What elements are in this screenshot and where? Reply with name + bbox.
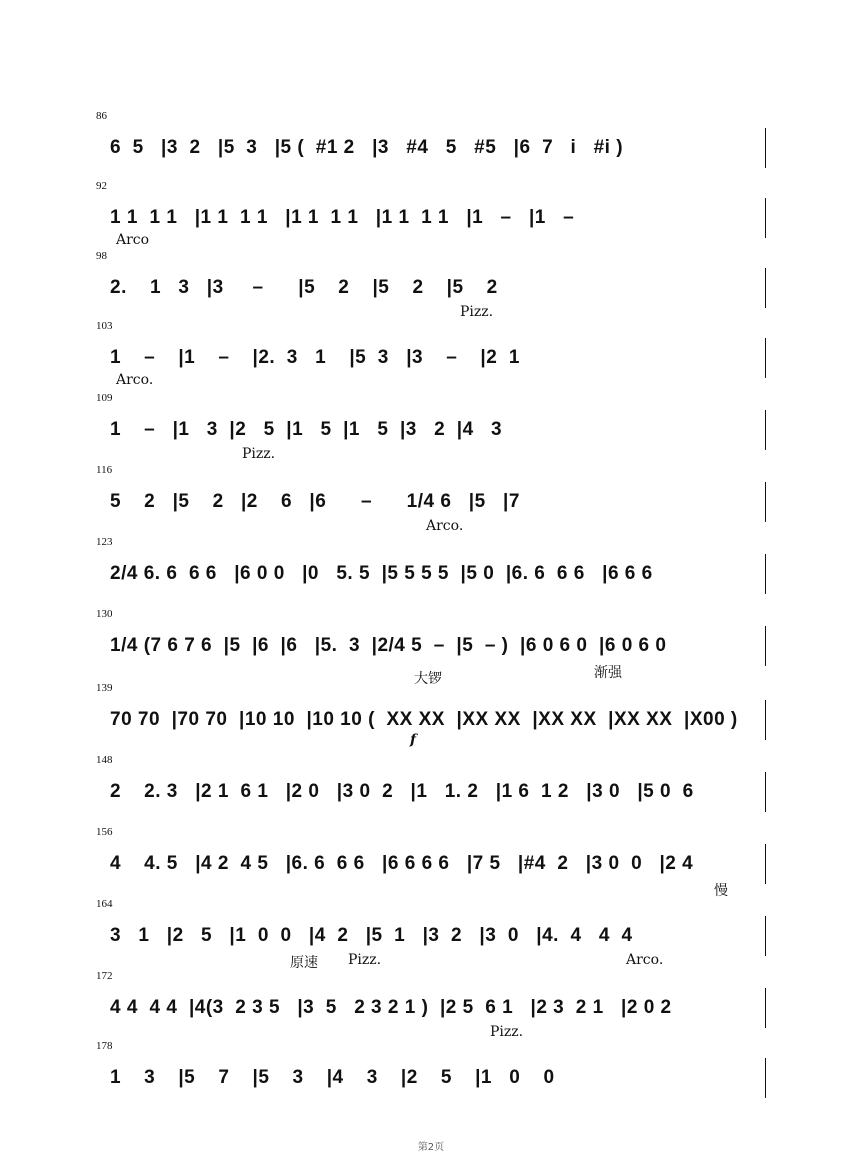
measure-number: 92 (96, 180, 107, 192)
notation-line: 1 – |1 – |2. 3 1 |5 3 |3 – |2 1 (110, 347, 520, 368)
end-barline (765, 1058, 766, 1098)
annotation: 慢 (714, 883, 728, 899)
end-barline (765, 700, 766, 740)
measure-number: 98 (96, 250, 107, 262)
annotation: Pizz. (490, 1024, 524, 1040)
end-barline (765, 338, 766, 378)
annotation: f (410, 732, 417, 748)
end-barline (765, 268, 766, 308)
end-barline (765, 410, 766, 450)
notation-line: 2/4 6. 6 6 6 |6 0 0 |0 5. 5 |5 5 5 5 |5 0 |6. 6 6 6 |6 6 6 (110, 563, 653, 584)
annotation: Arco (116, 232, 150, 248)
annotation: Arco. (626, 952, 664, 968)
measure-number: 130 (96, 608, 113, 620)
end-barline (765, 128, 766, 168)
annotation: Arco. (116, 372, 154, 388)
measure-number: 109 (96, 392, 113, 404)
annotation: 大锣 (414, 671, 442, 687)
notation-line: 1/4 (7 6 7 6 |5 |6 |6 |5. 3 |2/4 5 – |5 – ) |6 0 6 0 |6 0 6 0 (110, 635, 667, 656)
notation-line: 6 5 |3 2 |5 3 |5 ( #1 2 |3 #4 5 #5 |6 7 i #i ) (110, 137, 624, 158)
notation-line: 4 4. 5 |4 2 4 5 |6. 6 6 6 |6 6 6 6 |7 5 |#4 2 |3 0 0 |2 4 (110, 853, 694, 874)
notation-line: 3 1 |2 5 |1 0 0 |4 2 |5 1 |3 2 |3 0 |4. 4 4 4 (110, 925, 633, 946)
measure-number: 164 (96, 898, 113, 910)
end-barline (765, 844, 766, 884)
notation-line: 1 1 1 1 |1 1 1 1 |1 1 1 1 |1 1 1 1 |1 – |1 – (110, 207, 575, 228)
annotation: Pizz. (348, 952, 382, 968)
annotation: 原速 (290, 955, 318, 971)
end-barline (765, 626, 766, 666)
measure-number: 139 (96, 682, 113, 694)
measure-number: 103 (96, 320, 113, 332)
measure-number: 123 (96, 536, 113, 548)
annotation: Arco. (426, 518, 464, 534)
notation-line: 2. 1 3 |3 – |5 2 |5 2 |5 2 (110, 277, 498, 298)
notation-line: 5 2 |5 2 |2 6 |6 – 1/4 6 |5 |7 (110, 491, 520, 512)
annotation: 渐强 (594, 665, 622, 681)
page-footer: 第2页 (417, 1142, 445, 1153)
end-barline (765, 772, 766, 812)
measure-number: 172 (96, 970, 113, 982)
annotation: Pizz. (242, 446, 276, 462)
measure-number: 116 (96, 464, 113, 476)
notation-line: 1 3 |5 7 |5 3 |4 3 |2 5 |1 0 0 (110, 1067, 555, 1088)
measure-number: 86 (96, 110, 107, 122)
notation-line: 2 2. 3 |2 1 6 1 |2 0 |3 0 2 |1 1. 2 |1 6 1 2 |3 0 |5 0 6 (110, 781, 694, 802)
annotation: Pizz. (460, 304, 494, 320)
measure-number: 156 (96, 826, 113, 838)
end-barline (765, 198, 766, 238)
measure-number: 148 (96, 754, 113, 766)
end-barline (765, 554, 766, 594)
end-barline (765, 482, 766, 522)
notation-line: 70 70 |70 70 |10 10 |10 10 ( XX XX |XX XX |XX XX |XX XX |X00 ) (110, 709, 738, 730)
notation-line: 4 4 4 4 |4(3 2 3 5 |3 5 2 3 2 1 ) |2 5 6 1 |2 3 2 1 |2 0 2 (110, 997, 672, 1018)
end-barline (765, 988, 766, 1028)
end-barline (765, 916, 766, 956)
notation-line: 1 – |1 3 |2 5 |1 5 |1 5 |3 2 |4 3 (110, 419, 503, 440)
measure-number: 178 (96, 1040, 113, 1052)
